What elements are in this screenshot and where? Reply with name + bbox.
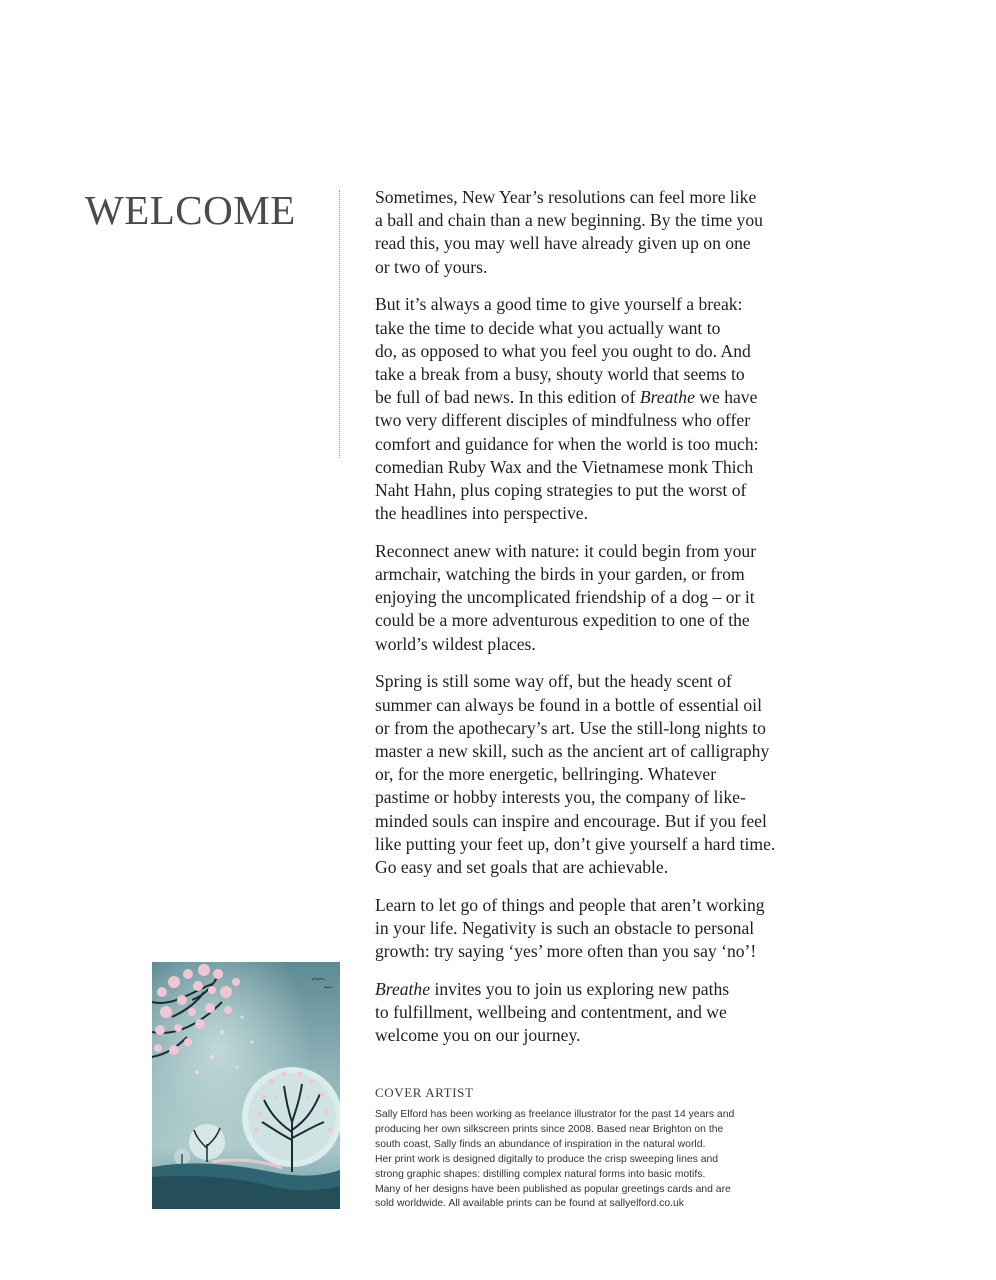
text-line: growth: try saying ‘yes’ more often than you say ‘no’! — [375, 941, 757, 962]
text-line: armchair, watching the birds in your garden, or from — [375, 564, 745, 585]
text-line: like putting your feet up, don’t give yourself a hard time. — [375, 833, 776, 854]
text-line: take the time to decide what you actually want to — [375, 317, 721, 338]
vertical-divider — [339, 190, 340, 458]
paragraph-3 — [375, 540, 815, 656]
text-line: Sally Elford has been working as freelance illustrator for the past 14 years and — [375, 1109, 735, 1120]
text-line: two very different disciples of mindfulness who offer — [375, 410, 751, 431]
text-line: producing her own silkscreen prints since 2008. Based near Brighton on the — [375, 1123, 724, 1135]
text-segment: invites you to join us exploring new paths — [430, 978, 730, 999]
text-line: Learn to let go of things and people that aren’t working — [375, 894, 765, 915]
magazine-name: Breathe — [639, 387, 695, 408]
text-line: or from the apothecary’s art. Use the still-long nights to — [375, 717, 766, 738]
text-line: pastime or hobby interests you, the company of like- — [375, 787, 746, 808]
text-line — [375, 978, 815, 1001]
magazine-name: Breathe — [375, 978, 431, 999]
text-line: take a break from a busy, shouty world that seems to — [375, 363, 745, 384]
paragraph-1 — [375, 186, 815, 279]
text-line: comfort and guidance for when the world is too much: — [375, 433, 759, 454]
paragraph-6 — [375, 978, 815, 1048]
cover-artist-heading: COVER ARTIST — [375, 1085, 474, 1100]
text-line: sold worldwide. All available prints can be found at sallyelford.co.uk — [375, 1198, 685, 1210]
text-line: summer can always be found in a bottle of essential oil — [375, 694, 762, 715]
text-line: Spring is still some way off, but the heady scent of — [375, 671, 732, 692]
text-segment: we have — [694, 387, 758, 408]
text-line: comedian Ruby Wax and the Vietnamese monk Thich — [375, 456, 754, 477]
text-line: Reconnect anew with nature: it could begin from your — [375, 540, 757, 561]
text-line: strong graphic shapes: distilling complex natural forms into basic motifs. — [375, 1168, 706, 1180]
text-line: do, as opposed to what you feel you ought to do. And — [375, 340, 751, 361]
text-line: read this, you may well have already given up on one — [375, 233, 751, 254]
text-line: to fulfillment, wellbeing and contentment, and we — [375, 1002, 727, 1022]
text-line: Sometimes, New Year’s resolutions can feel more like — [375, 187, 757, 207]
text-line: But it’s always a good time to give yourself a break: — [375, 294, 743, 315]
text-line: a ball and chain than a new beginning. By the time you — [375, 210, 763, 231]
paragraph-4 — [375, 670, 815, 879]
cover-artist-bio — [375, 1108, 795, 1212]
cover-illustration — [152, 962, 340, 1209]
text-line: or two of yours. — [375, 256, 488, 277]
text-line: could be a more adventurous expedition to one of the — [375, 610, 750, 631]
text-line: world’s wildest places. — [375, 633, 536, 654]
text-segment: be full of bad news. In this edition of — [375, 387, 640, 408]
editorial-body — [375, 186, 815, 1062]
text-line: Her print work is designed digitally to produce the crisp sweeping lines and — [375, 1153, 719, 1165]
text-line: Many of her designs have been published as popular greetings cards and are — [375, 1183, 731, 1195]
text-line: minded souls can inspire and encourage. But if you feel — [375, 810, 767, 831]
text-line — [375, 386, 815, 409]
text-line: the headlines into perspective. — [375, 503, 589, 524]
page-title: WELCOME — [85, 187, 296, 233]
text-line: welcome you on our journey. — [375, 1025, 581, 1046]
paragraph-2 — [375, 293, 815, 525]
text-line: in your life. Negativity is such an obstacle to personal — [375, 917, 755, 938]
text-line: Naht Hahn, plus coping strategies to put the worst of — [375, 479, 747, 500]
text-line: Go easy and set goals that are achievable. — [375, 856, 669, 877]
text-line: south coast, Sally finds an abundance of inspiration in the natural world. — [375, 1138, 706, 1150]
text-line: enjoying the uncomplicated friendship of a dog – or it — [375, 587, 755, 608]
paragraph-5 — [375, 894, 815, 964]
text-line: or, for the more energetic, bellringing. Whatever — [375, 764, 717, 785]
text-line: master a new skill, such as the ancient art of calligraphy — [375, 740, 770, 761]
